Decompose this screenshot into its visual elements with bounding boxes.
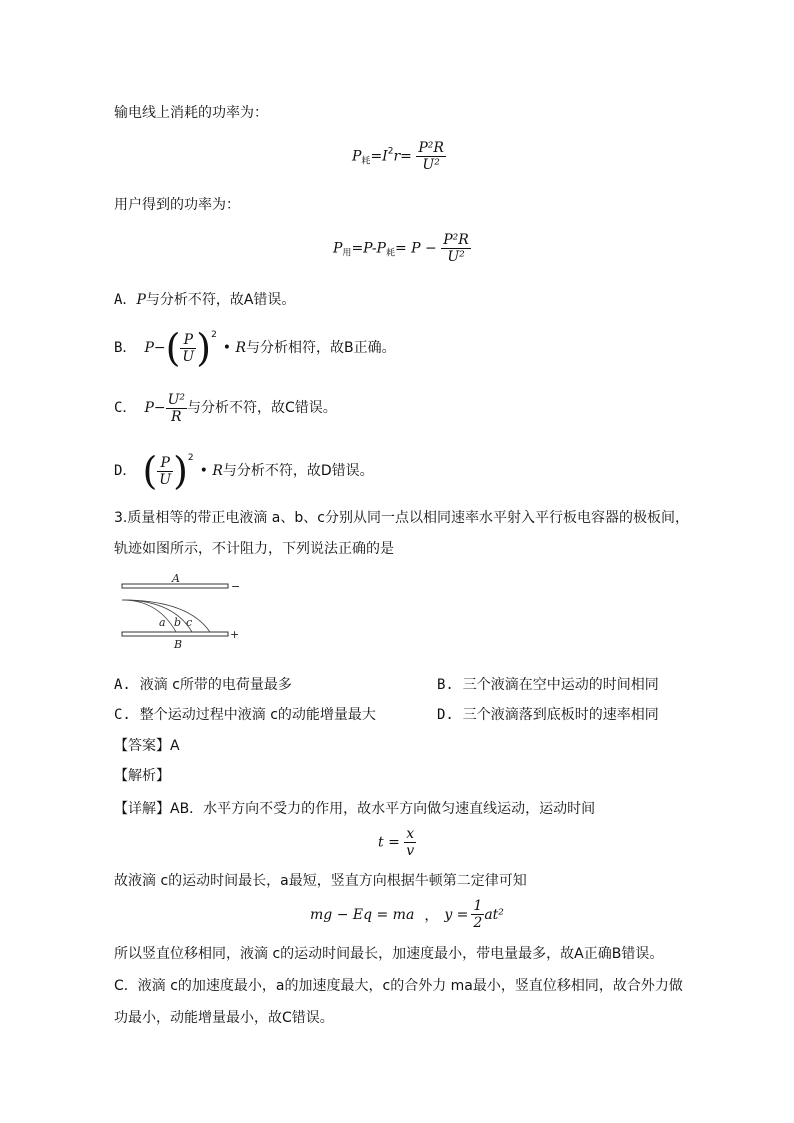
choice-text: 液滴 c所带的电荷量最多 [139,677,292,693]
analysis-option-c [114,386,337,430]
detail-line-3: 所以竖直位移相同，液滴 c的运动时间最长，加速度最小，带电量最多，故A正确B错误。 [114,946,664,962]
detail-line-4: C．液滴 c的加速度最小，a的加速度最大，c的合外力 ma最小，竖直位移相同，故合外力做 [114,978,683,994]
question-line-1: 3.质量相等的带正电液滴 a、b、c分别从同一点以相同速率水平射入平行板电容器的极板间， [114,510,689,526]
eq-text: mg − Eq = ma [310,906,415,923]
trajectory-b [122,600,192,632]
choice-text: 整个运动过程中液滴 c的动能增量最大 [139,707,376,723]
equation-time [378,826,416,859]
fraction-denominator: U² [416,156,446,173]
choice-letter: A. [114,677,131,693]
label-a: a [159,616,166,629]
option-fraction [166,392,187,425]
eq-text: t = [378,834,400,851]
option-text: 与分析不符，故D错误。 [222,463,374,479]
top-plate-sign: − [231,580,241,593]
right-paren: ) [173,449,188,493]
fraction-denominator: v [406,843,415,859]
fraction-numerator: P [183,331,194,348]
fraction-numerator: U² [167,391,186,408]
fraction-denominator: U [159,471,172,488]
power-loss-intro: 输电线上消耗的功率为： [114,105,268,121]
fraction-numerator: x [406,826,415,842]
detail-line-2: 故液滴 c的运动时间最长，a最短，竖直方向根据牛顿第二定律可知 [114,873,527,889]
fraction-numerator: P [160,454,170,471]
option-text: 与分析相符，故B正确。 [246,340,396,356]
detail-line-5: 功最小，动能增量最小，故C错误。 [114,1010,334,1026]
fraction-denominator: U [182,348,195,365]
top-plate-label: A [172,572,180,585]
eq-text: at² [484,906,504,923]
choice-b [437,676,659,694]
formula-text: P [352,148,362,165]
analysis-option-a [114,291,295,309]
choice-letter: B. [437,677,454,693]
label-b: b [174,616,182,629]
user-power-formula [333,232,471,265]
choice-c [114,706,376,724]
fraction-denominator: U² [441,248,471,265]
choice-letter: C. [114,707,131,723]
bottom-plate-label: B [174,638,183,651]
option-power: 2 [187,453,194,463]
eq-fraction [404,826,416,859]
formula-sub: 耗 [361,156,371,167]
left-paren: ( [142,449,158,493]
user-power-intro: 用户得到的功率为： [114,197,240,213]
choice-d [437,706,659,724]
detail-line-1: 【详解】AB．水平方向不受力的作用，故水平方向做匀速直线运动，运动时间 [114,801,596,817]
formula-text: P [333,240,343,257]
label-c: c [186,616,193,629]
option-label: B． [114,340,137,356]
choice-text: 三个液滴落到底板时的速率相同 [462,707,659,723]
fraction-numerator: P²R [443,232,469,248]
formula-text: =I [370,148,388,165]
choice-text: 三个液滴在空中运动的时间相同 [462,677,659,693]
option-label: C． [114,400,137,416]
option-expr: P− [144,400,166,416]
option-label: D． [114,463,137,479]
bottom-plate [122,632,228,636]
formula-sub: 用 [342,248,352,259]
capacitor-figure [118,570,248,654]
formula-sub: 耗 [385,248,395,259]
fraction-denominator: 2 [473,915,483,931]
option-expr: P [136,292,146,308]
choice-letter: D. [437,707,454,723]
formula-text: =P-P [351,240,386,257]
formula-text: r= [393,148,412,165]
formula-fraction [416,140,446,173]
left-paren: ( [165,326,181,370]
formula-text: = P − [395,240,437,257]
right-paren: ) [196,326,212,370]
analysis-heading: 【解析】 [114,768,170,784]
answer: 【答案】A [114,738,180,754]
option-expr: P− [144,340,166,356]
option-label: A． [114,292,137,308]
option-fraction [180,332,196,365]
trajectory-c [122,600,210,632]
eq-text: y = [444,906,469,923]
question-line-2: 轨迹如图所示，不计阻力，下列说法正确的是 [114,541,394,557]
option-text: 与分析不符，故C错误。 [187,400,337,416]
option-fraction [157,455,173,488]
formula-fraction [441,232,471,265]
formula-sup: 2 [387,146,394,157]
eq-separator: ， [424,907,439,924]
eq-fraction [471,898,484,931]
fraction-numerator: P²R [418,140,444,156]
equation-newton [310,898,504,931]
choice-a [114,676,292,694]
bottom-plate-sign: + [230,628,240,641]
power-loss-formula [352,140,446,173]
fraction-numerator: 1 [473,898,483,914]
option-expr: • R [222,340,247,356]
fraction-denominator: R [166,408,187,425]
analysis-option-d [114,447,374,495]
option-text: 与分析不符，故A错误。 [145,292,296,308]
option-expr: • R [199,463,223,479]
option-power: 2 [211,330,217,340]
analysis-option-b [114,324,396,372]
